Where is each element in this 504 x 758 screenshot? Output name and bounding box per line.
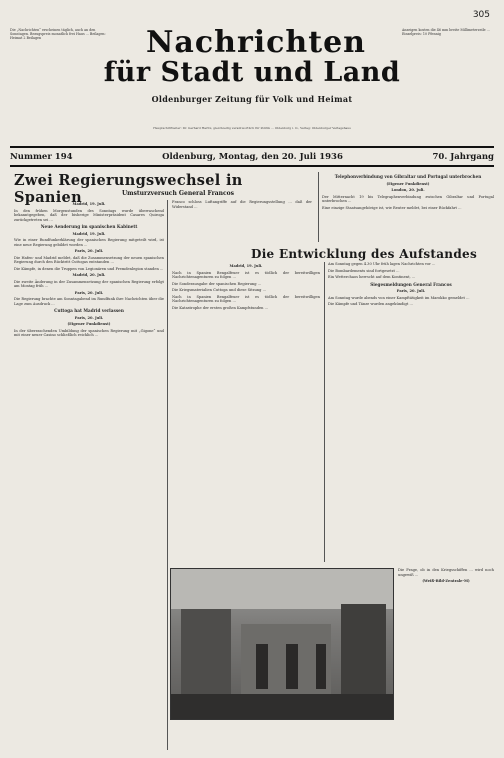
subscription-info: Die „Nachrichten“ erscheinen täglich, auch an den Sonntagen. Bezugspreis monatlich frei Haus ... Beilagen: Heimat 2 Beilagen bbox=[10, 28, 106, 41]
section-head: Cuttoga hat Madrid verlassen bbox=[54, 308, 124, 313]
paragraph: Die Hafen- und Madrid meldet, daß die Zusammensetzung der neuen spanischen Regierung durch den Rücktritt Cuttogas entstanden ... bbox=[14, 255, 164, 264]
masthead-title-line2: für Stadt und Land bbox=[103, 57, 401, 88]
bottom-rule bbox=[10, 165, 494, 167]
paragraph: Die Regierung brachte am Sonntagabend im Rundfunk ihre Nachrichten über die Lage zum Ausdruck ... bbox=[14, 297, 164, 306]
news-photo bbox=[170, 568, 394, 720]
paragraph: Der Mitternacht 19 bis Telegraphenverbindung zwischen Gibraltar und Portugal unterbrochen ... bbox=[322, 194, 494, 203]
issue-number: Nummer 194 bbox=[10, 152, 73, 162]
dateline: Madrid, 19. Juli. bbox=[229, 264, 263, 268]
column-divider bbox=[318, 172, 319, 242]
paragraph: In den frühen Morgenstunden des Sonntags wurde überraschend bekanntgegeben, daß der bisherige Ministerpräsident Casares Quiroga zurückgetreten sei ... bbox=[14, 208, 164, 222]
section-head: Siegesmeldungen General Francos bbox=[370, 281, 452, 287]
dateline: Madrid, 20. Juli. bbox=[72, 273, 106, 277]
source: (Eigener Funkdienst) bbox=[386, 181, 430, 186]
issue-date: Oldenburg, Montag, den 20. Juli 1936 bbox=[162, 152, 343, 162]
dateline: Madrid, 19. Juli. bbox=[72, 231, 106, 236]
article3-headline: Die Entwicklung des Aufstandes bbox=[250, 247, 477, 261]
ad-price-info bbox=[402, 28, 494, 36]
article3-column2 bbox=[328, 262, 494, 562]
paragraph: Die zweite Änderung in der Zusammensetzung der spanischen Regierung erfolgt am Montag früh ... bbox=[14, 279, 164, 288]
paragraph: Am Sonntag gegen 4.30 Uhr früh lagen Nachrichten vor ... bbox=[328, 262, 436, 266]
page-number: 305 bbox=[472, 10, 490, 20]
paragraph: Die Katastrophe der ersten großen Kampfstunden ... bbox=[172, 305, 269, 310]
masthead-title-line1: Nachrichten bbox=[146, 25, 366, 60]
article1-column1 bbox=[14, 200, 164, 755]
paragraph: In der überraschenden Umbildung der spanischen Regierung mit „Gigone“ und mit einer neuer Casino schließlich reichlich ... bbox=[14, 328, 164, 337]
article1-headline: Zwei Regierungswechsel in Spanien bbox=[14, 172, 243, 206]
section-head: Telephonverbindung von Gibraltar und Portugal unterbrochen bbox=[334, 174, 482, 179]
imprint-fine-print: Hauptschriftleiter: Dr. Gerhard Haritz, gleichzeitig verantwortlich für Politik ... Oldenburg i. O., Verlag: Oldenburger Verlagshaus bbox=[153, 126, 351, 130]
paragraph: Wie in einer Rundfunkerklärung der spanischen Regierung mitgeteilt wird, ist eine neue Regierung gebildet worden ... bbox=[14, 238, 164, 247]
column-divider bbox=[167, 200, 168, 750]
dateline: Paris, 20. Juli. bbox=[396, 289, 426, 293]
paragraph: Franco schloss Luftangriffe auf die Regierungsstellung ... daß der Widerstand ... bbox=[172, 200, 312, 209]
top-rule bbox=[10, 146, 494, 148]
issue-year: 70. Jahrgang bbox=[432, 152, 494, 162]
ad-price-text: Anzeigen kosten die 46 mm breite Millimeterzeile ... Einzelpreis: 10 Pfennig bbox=[402, 28, 490, 37]
paragraph: Die Frage, ob in den Kriegsschiffen ... wird noch ungewiß ... bbox=[398, 568, 494, 577]
article-right-column bbox=[322, 172, 494, 244]
dateline: Paris, 20. Juli. bbox=[74, 315, 104, 320]
issue-dateline bbox=[10, 151, 494, 163]
dateline: London, 20. Juli. bbox=[391, 188, 425, 192]
paragraph: Nach in Spanien Bengalfeuer ist es tödlich der bereitwilligen Nachrichtenagenturen zu folgen ... bbox=[172, 294, 320, 303]
masthead-subtitle: Oldenburger Zeitung für Volk und Heimat bbox=[151, 94, 353, 104]
paragraph: Die Kriegsmaterialien Cuttoga und diese Sitzung ... bbox=[172, 288, 267, 292]
section-head: Neue Aenderung im spanischen Kabinett bbox=[40, 224, 138, 229]
paragraph: Die Kämpfe und Tänze wurden angekündigt ... bbox=[328, 302, 413, 306]
paragraph: Eine einzige Staatsangehörige ist, wie Reuter meldet, bei einer Rückfahrt ... bbox=[322, 205, 462, 210]
paragraph: Am Sonntag wurde abends von einer Kampftätigkeit im Marokko gemeldet ... bbox=[328, 295, 470, 300]
paragraph: Ein Wetterchaos herrscht auf dem Kontinent, ... bbox=[328, 275, 416, 279]
paragraph: Die Kämpfe, in denen die Truppen von Legionären und Fremdenlegion standen ... bbox=[14, 266, 164, 271]
dateline: Paris, 20. Juli. bbox=[74, 290, 104, 295]
paragraph: Nach in Spanien Bengalfeuer ist es tödlich der bereitwilligen Nachrichtenagenturen zu folgen ... bbox=[172, 270, 320, 279]
column-divider bbox=[324, 262, 325, 562]
article3-column3 bbox=[398, 568, 494, 753]
photo-plaza-illustration bbox=[171, 569, 393, 719]
paragraph: Die Sonderausgabe der spanischen Regierung ... bbox=[172, 281, 262, 286]
dateline: Madrid, 19. Juli. bbox=[72, 202, 106, 206]
article1-subhead: Umsturzversuch General Francos bbox=[121, 190, 235, 197]
photo-credit: (Weiß-Bild-Zentrale-M) bbox=[422, 579, 470, 583]
source: (Eigener Funkdienst) bbox=[67, 322, 111, 326]
article3-column1 bbox=[172, 262, 320, 562]
paragraph: Die Bombardements sind fortgesetzt ... bbox=[328, 268, 400, 273]
article2-column bbox=[172, 200, 312, 245]
dateline: Paris, 20. Juli. bbox=[74, 249, 104, 253]
